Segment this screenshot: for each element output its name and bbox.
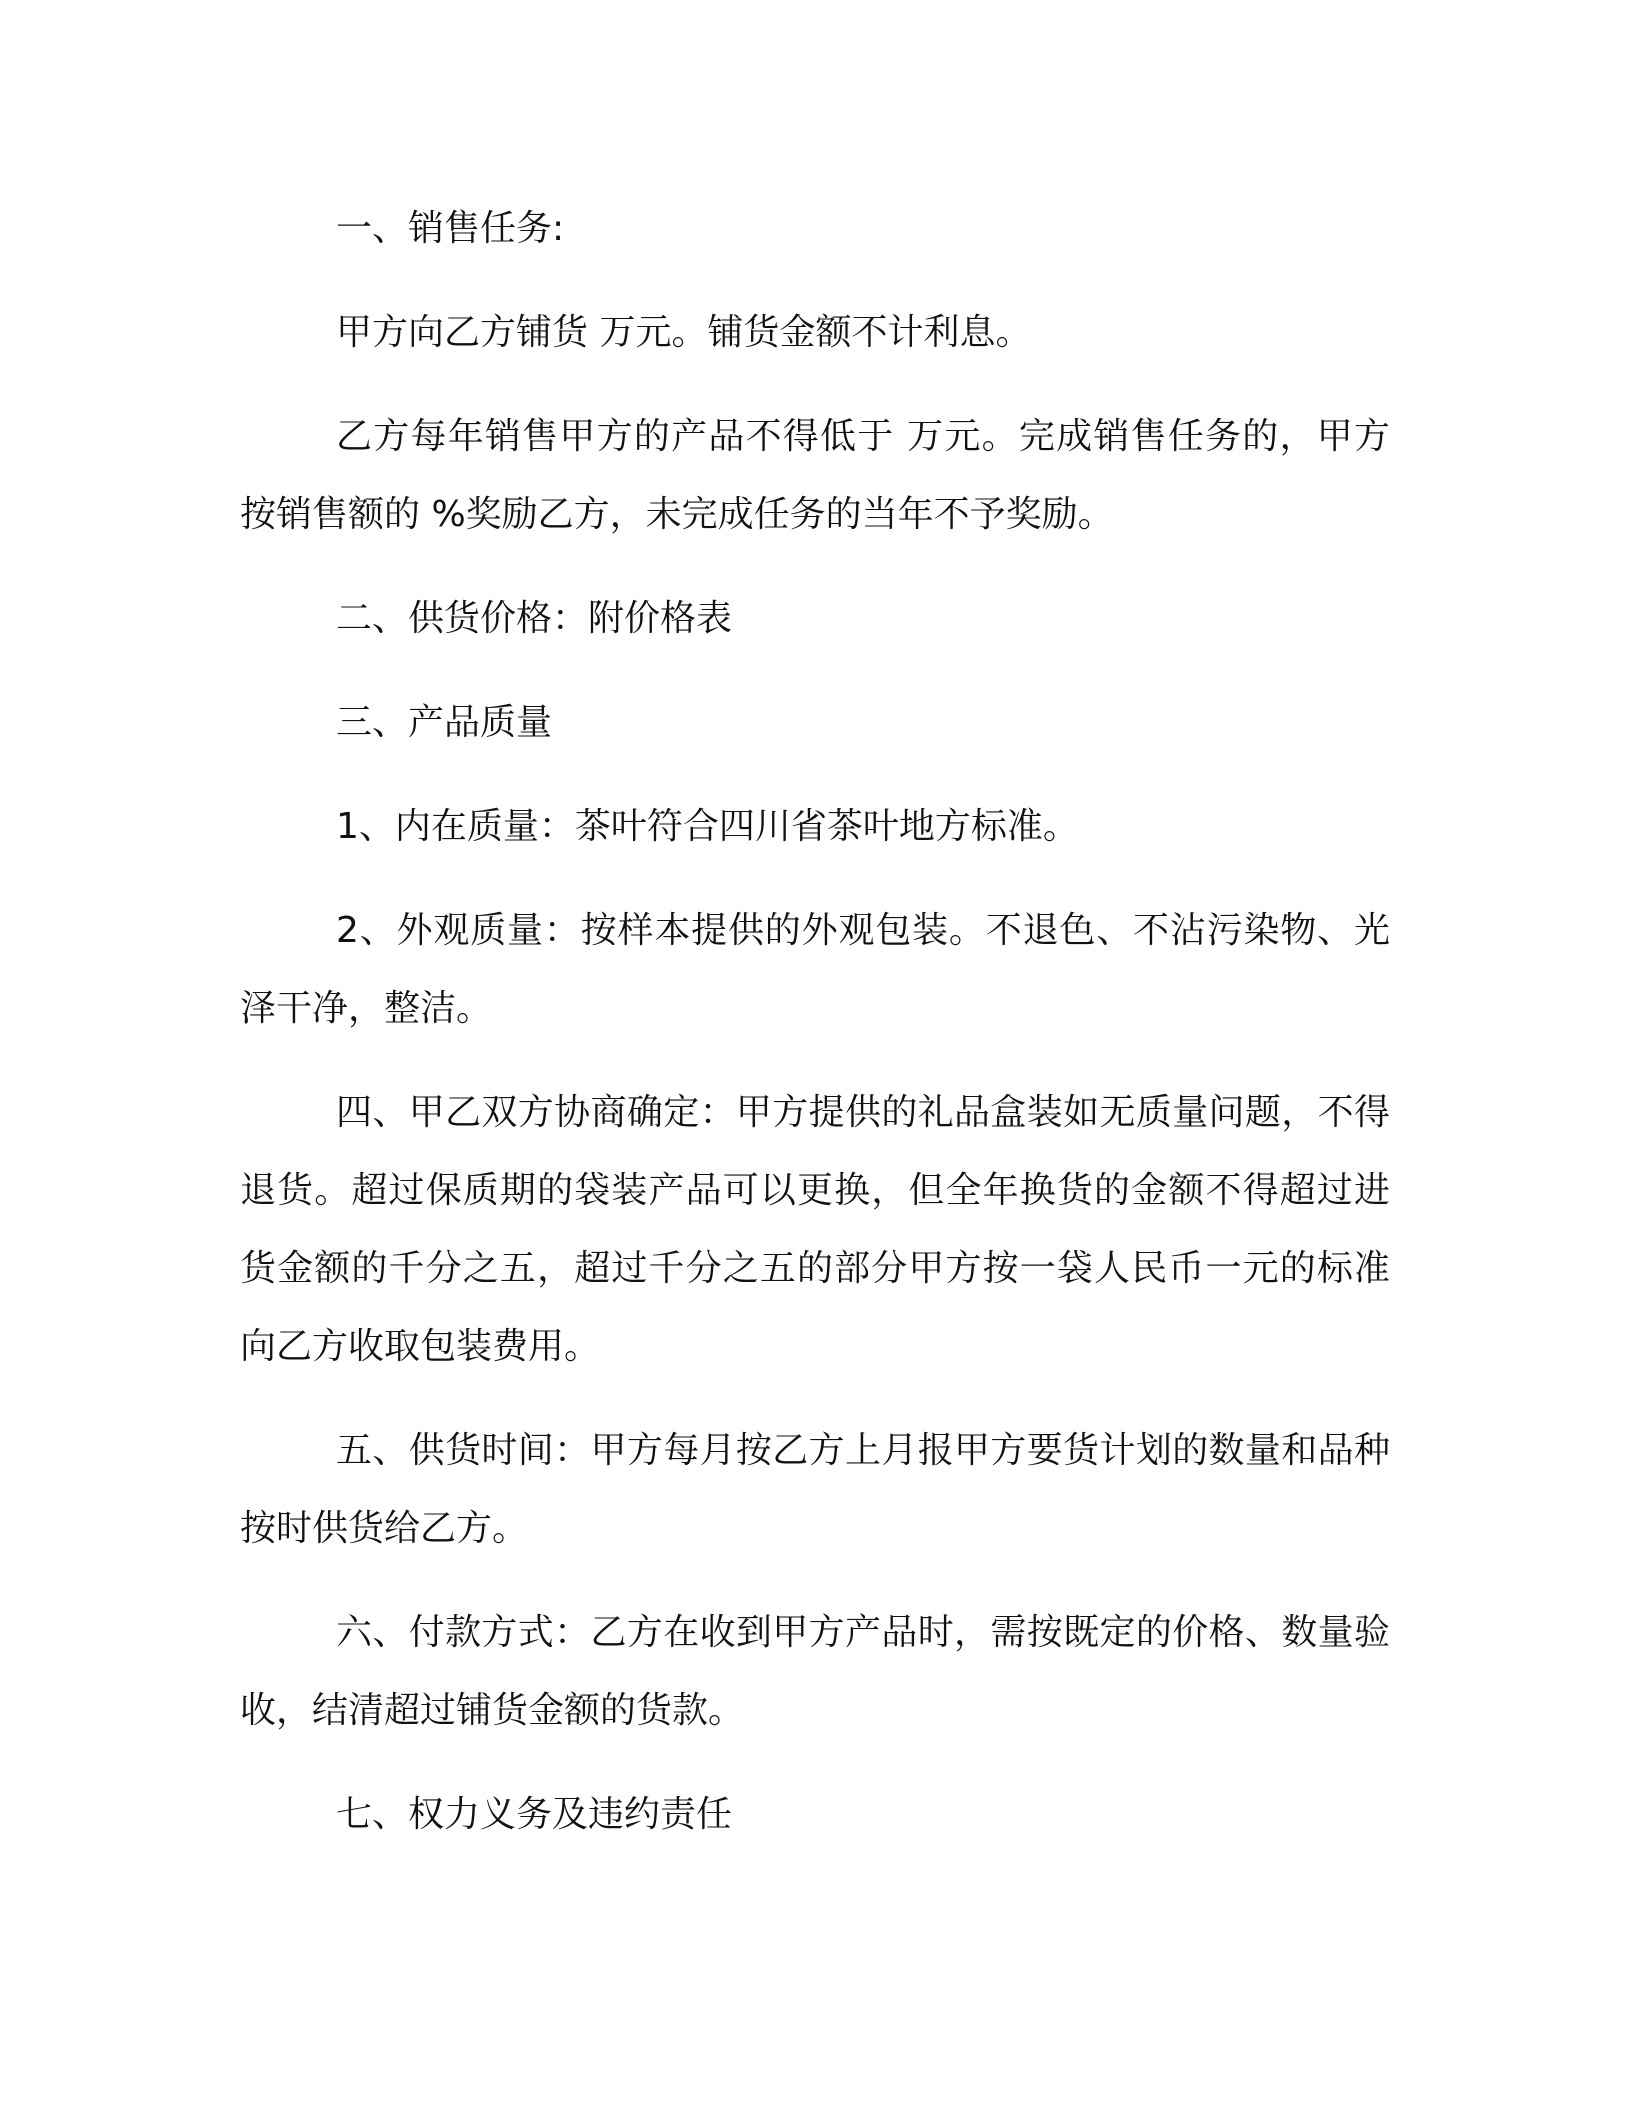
consignment-amount-paragraph: 甲方向乙方铺货 万元。铺货金额不计利息。 [336,312,1032,353]
document-body [240,190,1390,1880]
section-2-heading: 二、供货价格：附价格表 [336,598,733,639]
section-1-heading: 一、销售任务: [336,208,565,249]
section-4-paragraph: 四、甲乙双方协商确定：甲方提供的礼品盒装如无质量问题，不得退货。超过保质期的袋装产品可以更换，但全年换货的金额不得超过进货金额的千分之五，超过千分之五的部分甲方按一袋人民币一元的标准向乙方收取包装费用。 [240,1092,1390,1367]
section-7-heading: 七、权力义务及违约责任 [336,1794,733,1835]
section-6-paragraph: 六、付款方式：乙方在收到甲方产品时，需按既定的价格、数量验收，结清超过铺货金额的货款。 [240,1612,1390,1731]
section-3-heading: 三、产品质量 [336,702,553,743]
sales-target-paragraph: 乙方每年销售甲方的产品不得低于 万元。完成销售任务的，甲方按销售额的 %奖励乙方，未完成任务的当年不予奖励。 [240,416,1390,535]
appearance-quality-paragraph: 2、外观质量：按样本提供的外观包装。不退色、不沾污染物、光泽干净，整洁。 [240,910,1390,1029]
section-5-paragraph: 五、供货时间：甲方每月按乙方上月报甲方要货计划的数量和品种按时供货给乙方。 [240,1430,1390,1549]
internal-quality-paragraph: 1、内在质量：茶叶符合四川省茶叶地方标准。 [336,806,1079,847]
